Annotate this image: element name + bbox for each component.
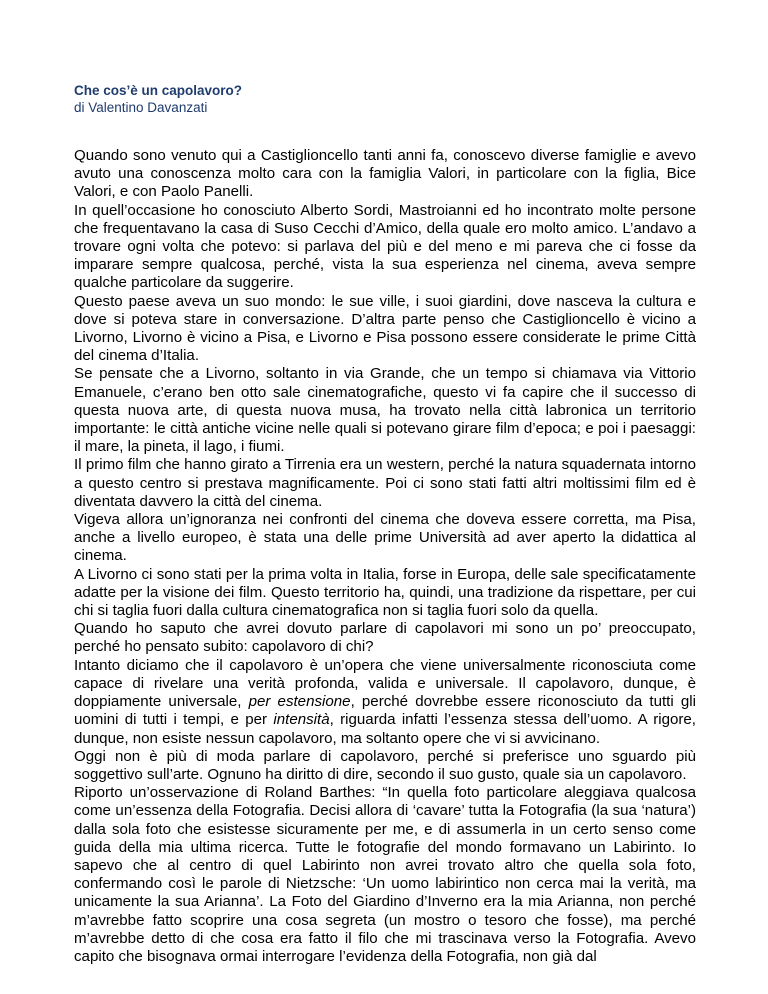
- paragraph-text: Vigeva allora un’ignoranza nei confronti del cinema che doveva essere corretta, ma Pisa, anche a livello europeo, è stata una delle prime Università ad aver aperto la didattica al cinema.: [74, 511, 696, 565]
- paragraph: [74, 456, 696, 511]
- paragraph: [74, 620, 696, 656]
- paragraph-text: Quando ho saputo che avrei dovuto parlare di capolavori mi sono un po’ preoccupato, perché ho pensato subito: capolavoro di chi?: [74, 620, 696, 656]
- article-body: [74, 147, 696, 966]
- article-byline: di Valentino Davanzati: [74, 100, 208, 115]
- paragraph: [74, 511, 696, 566]
- paragraph-text: A Livorno ci sono stati per la prima volta in Italia, forse in Europa, delle sale specificatamente adatte per la visione dei film. Questo territorio ha, quindi, una tradizione da rispettare, per cui chi si taglia fuori dalla cultura cinematografica non si taglia fuori solo da quella.: [74, 565, 696, 620]
- paragraph-text: Il primo film che hanno girato a Tirrenia era un western, perché la natura squadernata intorno a questo centro si prestava magnificamente. Poi ci sono stati fatti altri moltissimi film ed è diventata davvero la città del cinema.: [74, 456, 696, 510]
- paragraph-text: Quando sono venuto qui a Castiglioncello tanti anni fa, conoscevo diverse famiglie e avevo avuto una conoscenza molto cara con la famiglia Valori, in particolare con la figlia, Bice Valori, e con Paolo Panelli.: [74, 147, 696, 201]
- paragraph-text: In quell’occasione ho conosciuto Alberto Sordi, Mastroianni ed ho incontrato molte persone che frequentavano la casa di Suso Cecchi d’Amico, della quale ero molto amico. L’andavo a trovare ogni volta che potevo: si parlava del più e del meno e mi pareva che ci fosse da imparare sempre qualcosa, perché, vista la sua esperienza nel cinema, aveva sempre qualche particolare da suggerire.: [74, 201, 696, 292]
- paragraph-text: Questo paese aveva un suo mondo: le sue ville, i suoi giardini, dove nasceva la cultura e dove si poteva stare in conversazione. D’altra parte penso che Castiglioncello è vicino a Livorno, Livorno è vicino a Pisa, e Livorno e Pisa possono essere considerate le prime Città del cinema d’Italia.: [74, 292, 696, 365]
- paragraph: [74, 147, 696, 202]
- emphasis-text: intensità: [273, 711, 330, 729]
- paragraph: [74, 293, 696, 366]
- paragraph-text: , perché dovrebbe essere riconosciuto da tutti gli uomini di tutti i tempi, e per: [74, 693, 696, 729]
- paragraph: [74, 748, 696, 784]
- paragraph: [74, 784, 696, 966]
- paragraph-text: Oggi non è più di moda parlare di capolavoro, perché si preferisce uno sguardo più soggettivo sull’arte. Ognuno ha diritto di dire, secondo il suo gusto, quale sia un capolavoro.: [74, 747, 696, 783]
- article-title: Che cos’è un capolavoro?: [74, 83, 243, 98]
- paragraph-text: Intanto diciamo che il capolavoro è un’opera che viene universalmente riconosciuta come capace di rivelare una verità profonda, valida e universale. Il capolavoro, dunque, è doppiamente universale,: [74, 656, 696, 711]
- paragraph: [74, 202, 696, 293]
- paragraph-text: , riguarda infatti l’essenza stessa dell’uomo. A rigore, dunque, non esiste nessun capolavoro, ma soltanto opere che vi si avvicinano.: [74, 711, 696, 747]
- paragraph: [74, 566, 696, 621]
- paragraph: [74, 365, 696, 456]
- emphasis-text: per estensione: [248, 693, 351, 711]
- paragraph-text: Se pensate che a Livorno, soltanto in via Grande, che un tempo si chiamava via Vittorio Emanuele, c’erano ben otto sale cinematografiche, questo vi fa capire che il successo di questa nuova arte, di questa nuova musa, ha trovato nella città labronica un territorio importante: le città antiche vicine nelle quali si potevano girare film d’epoca; e poi i paesaggi: il mare, la pineta, il lago, i fiumi.: [74, 365, 696, 456]
- paragraph: [74, 657, 696, 748]
- paragraph-text: Riporto un’osservazione di Roland Barthes: “In quella foto particolare aleggiava qualcosa come un’essenza della Fotografia. Decisi allora di ‘cavare’ tutta la Fotografia (la sua ‘natura’) dalla sola foto che esistesse sicuramente per me, e di assumerla in un certo senso come guida della mia ultima ricerca. Tutte le fotografie del mondo formavano un Labirinto. Io sapevo che al centro di quel Labirinto non avrei trovato altro che quella sola foto, confermando così le parole di Nietzsche: ‘Un uomo labirintico non cerca mai la verità, ma unicamente la sua Arianna’. La Foto del Giardino d’Inverno era la mia Arianna, non perché m’avrebbe fatto scoprire una cosa segreta (un mostro o tesoro che fosse), ma perché m’avrebbe detto di che cosa era fatto il filo che mi trascinava verso la Fotografia. Avevo capito che bisognava ormai interrogare l’evidenza della Fotografia, non già dal: [74, 784, 696, 965]
